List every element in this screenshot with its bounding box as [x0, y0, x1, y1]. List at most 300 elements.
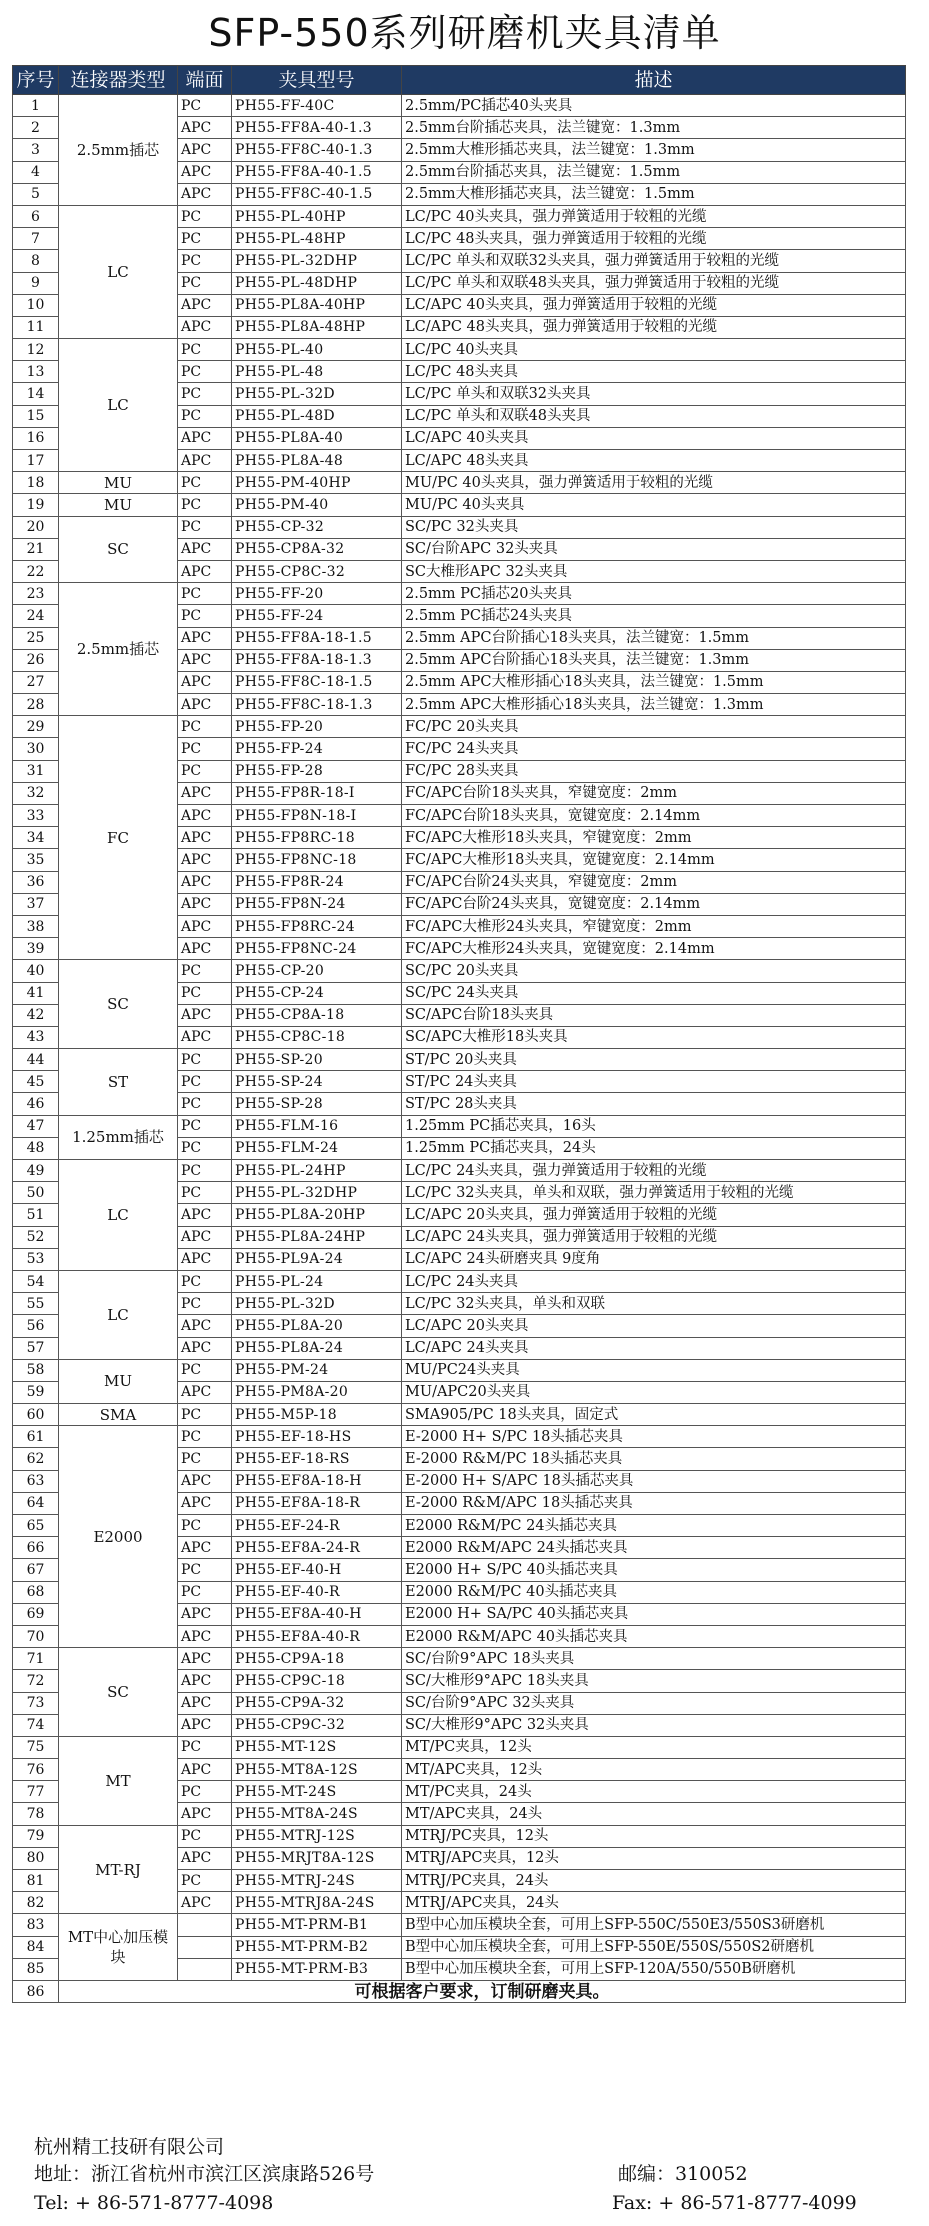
- fixture-model-cell: PH55-EF-40-H: [232, 1559, 402, 1581]
- row-number: 58: [13, 1359, 59, 1381]
- table-row: [13, 583, 906, 605]
- row-number: 1: [13, 95, 59, 117]
- row-number: 21: [13, 538, 59, 560]
- description-cell: LC/PC 40头夹具，强力弹簧适用于较粗的光缆: [402, 205, 906, 227]
- description-cell: 2.5mm APC台阶插心18头夹具，法兰键宽：1.5mm: [402, 627, 906, 649]
- end-face-cell: PC: [178, 1115, 232, 1137]
- fixture-model-cell: PH55-FF8C-18-1.5: [232, 671, 402, 693]
- end-face-cell: PC: [178, 250, 232, 272]
- description-cell: SC/APC台阶18头夹具: [402, 1004, 906, 1026]
- end-face-cell: APC: [178, 316, 232, 338]
- connector-type-cell: E2000: [59, 1426, 178, 1648]
- description-cell: SC大椎形APC 32头夹具: [402, 560, 906, 582]
- fixture-model-cell: PH55-PM-40HP: [232, 472, 402, 494]
- row-number: 62: [13, 1448, 59, 1470]
- fixture-model-cell: PH55-FP8N-24: [232, 893, 402, 915]
- connector-type-cell: MU: [59, 1359, 178, 1403]
- end-face-cell: PC: [178, 472, 232, 494]
- row-number: 23: [13, 583, 59, 605]
- description-cell: B型中心加压模块全套，可用上SFP-550E/550S/550S2研磨机: [402, 1936, 906, 1958]
- fixture-model-cell: PH55-PL-48: [232, 361, 402, 383]
- row-number: 4: [13, 161, 59, 183]
- end-face-cell: PC: [178, 1404, 232, 1426]
- row-number: 29: [13, 716, 59, 738]
- fixture-model-cell: PH55-FF-24: [232, 605, 402, 627]
- table-row: [13, 516, 906, 538]
- fixture-model-cell: PH55-EF-18-RS: [232, 1448, 402, 1470]
- fixture-model-cell: PH55-EF8A-24-R: [232, 1537, 402, 1559]
- description-cell: LC/APC 48头夹具，强力弹簧适用于较粗的光缆: [402, 316, 906, 338]
- fixture-model-cell: PH55-FP-20: [232, 716, 402, 738]
- row-number: 24: [13, 605, 59, 627]
- row-number: 12: [13, 339, 59, 361]
- row-number: 16: [13, 427, 59, 449]
- end-face-cell: APC: [178, 938, 232, 960]
- fixture-model-cell: PH55-PL-24HP: [232, 1160, 402, 1182]
- end-face-cell: PC: [178, 1825, 232, 1847]
- end-face-cell: APC: [178, 627, 232, 649]
- connector-type-cell: LC: [59, 205, 178, 338]
- end-face-cell: APC: [178, 782, 232, 804]
- custom-order-note: 可根据客户要求，订制研磨夹具。: [59, 1980, 906, 2002]
- row-number: 38: [13, 915, 59, 937]
- description-cell: MTRJ/APC夹具，24头: [402, 1892, 906, 1914]
- table-row: [13, 494, 906, 516]
- fixture-model-cell: PH55-FLM-24: [232, 1137, 402, 1159]
- end-face-cell: PC: [178, 1293, 232, 1315]
- fixture-model-cell: PH55-SP-28: [232, 1093, 402, 1115]
- fixture-model-cell: PH55-CP9C-32: [232, 1714, 402, 1736]
- fixture-model-cell: PH55-PM-40: [232, 494, 402, 516]
- end-face-cell: APC: [178, 671, 232, 693]
- connector-type-cell: SMA: [59, 1404, 178, 1426]
- end-face-cell: APC: [178, 649, 232, 671]
- row-number: 20: [13, 516, 59, 538]
- description-cell: SC/PC 24头夹具: [402, 982, 906, 1004]
- end-face-cell: [178, 1914, 232, 1936]
- description-cell: MT/PC夹具，12头: [402, 1736, 906, 1758]
- row-number: 43: [13, 1026, 59, 1048]
- end-face-cell: PC: [178, 95, 232, 117]
- connector-type-cell: SC: [59, 960, 178, 1049]
- row-number: 13: [13, 361, 59, 383]
- description-cell: ST/PC 20头夹具: [402, 1049, 906, 1071]
- row-number: 37: [13, 893, 59, 915]
- row-number: 67: [13, 1559, 59, 1581]
- fixture-model-cell: PH55-PL8A-48HP: [232, 316, 402, 338]
- end-face-cell: APC: [178, 1470, 232, 1492]
- row-number: 34: [13, 827, 59, 849]
- description-cell: FC/PC 20头夹具: [402, 716, 906, 738]
- end-face-cell: PC: [178, 494, 232, 516]
- table-row: [13, 1825, 906, 1847]
- fixture-model-cell: PH55-MRJT8A-12S: [232, 1847, 402, 1869]
- row-number: 84: [13, 1936, 59, 1958]
- description-cell: LC/PC 单头和双联48头夹具: [402, 405, 906, 427]
- description-cell: FC/APC台阶18头夹具，宽键宽度：2.14mm: [402, 805, 906, 827]
- row-number: 70: [13, 1625, 59, 1647]
- end-face-cell: PC: [178, 1270, 232, 1292]
- end-face-cell: APC: [178, 1381, 232, 1403]
- fixture-model-cell: PH55-PL-32D: [232, 1293, 402, 1315]
- connector-type-cell: SC: [59, 516, 178, 583]
- fixture-model-cell: PH55-PL-48D: [232, 405, 402, 427]
- description-cell: LC/PC 24头夹具，强力弹簧适用于较粗的光缆: [402, 1160, 906, 1182]
- description-cell: SC/大椎形9°APC 18头夹具: [402, 1670, 906, 1692]
- end-face-cell: PC: [178, 516, 232, 538]
- end-face-cell: APC: [178, 294, 232, 316]
- fixture-model-cell: PH55-PL8A-20HP: [232, 1204, 402, 1226]
- end-face-cell: APC: [178, 1315, 232, 1337]
- fixture-model-cell: PH55-MT8A-24S: [232, 1803, 402, 1825]
- fixture-model-cell: PH55-EF8A-40-R: [232, 1625, 402, 1647]
- page-title: SFP-550系列研磨机夹具清单: [208, 11, 721, 55]
- description-cell: SC/PC 20头夹具: [402, 960, 906, 982]
- row-number: 33: [13, 805, 59, 827]
- row-number: 77: [13, 1781, 59, 1803]
- description-cell: FC/APC台阶24头夹具，窄键宽度：2mm: [402, 871, 906, 893]
- row-number: 7: [13, 228, 59, 250]
- end-face-cell: APC: [178, 1759, 232, 1781]
- row-number: 39: [13, 938, 59, 960]
- description-cell: MTRJ/PC夹具，12头: [402, 1825, 906, 1847]
- fixture-model-cell: PH55-FP-28: [232, 760, 402, 782]
- end-face-cell: PC: [178, 383, 232, 405]
- row-number: 18: [13, 472, 59, 494]
- end-face-cell: PC: [178, 339, 232, 361]
- connector-type-cell: 1.25mm插芯: [59, 1115, 178, 1159]
- table-row: [13, 960, 906, 982]
- row-number: 10: [13, 294, 59, 316]
- description-cell: MU/PC24头夹具: [402, 1359, 906, 1381]
- table-row: [13, 1049, 906, 1071]
- description-cell: SC/台阶APC 32头夹具: [402, 538, 906, 560]
- row-number: 74: [13, 1714, 59, 1736]
- row-number: 30: [13, 738, 59, 760]
- description-cell: FC/PC 24头夹具: [402, 738, 906, 760]
- end-face-cell: APC: [178, 450, 232, 472]
- description-cell: FC/PC 28头夹具: [402, 760, 906, 782]
- end-face-cell: APC: [178, 1492, 232, 1514]
- fixture-model-cell: PH55-PL8A-40: [232, 427, 402, 449]
- description-cell: LC/PC 单头和双联32头夹具，强力弹簧适用于较粗的光缆: [402, 250, 906, 272]
- row-number: 69: [13, 1603, 59, 1625]
- description-cell: SC/PC 32头夹具: [402, 516, 906, 538]
- fixture-model-cell: PH55-EF8A-18-H: [232, 1470, 402, 1492]
- description-cell: SMA905/PC 18头夹具，固定式: [402, 1404, 906, 1426]
- description-cell: B型中心加压模块全套，可用上SFP-550C/550E3/550S3研磨机: [402, 1914, 906, 1936]
- description-cell: LC/PC 单头和双联32头夹具: [402, 383, 906, 405]
- row-number: 14: [13, 383, 59, 405]
- end-face-cell: APC: [178, 183, 232, 205]
- description-cell: E2000 R&M/PC 24头插芯夹具: [402, 1515, 906, 1537]
- end-face-cell: PC: [178, 1559, 232, 1581]
- row-number: 17: [13, 450, 59, 472]
- fixture-model-cell: PH55-M5P-18: [232, 1404, 402, 1426]
- end-face-cell: PC: [178, 1736, 232, 1758]
- table-row-final: [13, 1980, 906, 2002]
- row-number: 6: [13, 205, 59, 227]
- fixture-model-cell: PH55-CP8C-32: [232, 560, 402, 582]
- description-cell: 2.5mm大椎形插芯夹具，法兰键宽：1.3mm: [402, 139, 906, 161]
- end-face-cell: [178, 1936, 232, 1958]
- fixture-model-cell: PH55-MTRJ-24S: [232, 1870, 402, 1892]
- description-cell: ST/PC 28头夹具: [402, 1093, 906, 1115]
- end-face-cell: PC: [178, 1870, 232, 1892]
- connector-type-cell: LC: [59, 1160, 178, 1271]
- end-face-cell: APC: [178, 1670, 232, 1692]
- row-number: 53: [13, 1248, 59, 1270]
- fixture-model-cell: PH55-MTRJ8A-24S: [232, 1892, 402, 1914]
- fixture-model-cell: PH55-FP8N-18-I: [232, 805, 402, 827]
- end-face-cell: PC: [178, 1071, 232, 1093]
- description-cell: 2.5mm PC插芯24头夹具: [402, 605, 906, 627]
- fixture-model-cell: PH55-MT-PRM-B1: [232, 1914, 402, 1936]
- description-cell: LC/APC 24头夹具: [402, 1337, 906, 1359]
- description-cell: MT/APC夹具，12头: [402, 1759, 906, 1781]
- fixture-model-cell: PH55-FF8C-18-1.3: [232, 694, 402, 716]
- row-number: 48: [13, 1137, 59, 1159]
- end-face-cell: APC: [178, 1537, 232, 1559]
- description-cell: LC/APC 20头夹具，强力弹簧适用于较粗的光缆: [402, 1204, 906, 1226]
- end-face-cell: PC: [178, 960, 232, 982]
- table-row: [13, 716, 906, 738]
- fixture-model-cell: PH55-CP-20: [232, 960, 402, 982]
- connector-type-cell: FC: [59, 716, 178, 960]
- description-cell: FC/APC大椎形18头夹具，宽键宽度：2.14mm: [402, 849, 906, 871]
- header-no: 序号: [13, 66, 59, 95]
- row-number: 65: [13, 1515, 59, 1537]
- row-number: 41: [13, 982, 59, 1004]
- fixture-model-cell: PH55-CP9C-18: [232, 1670, 402, 1692]
- end-face-cell: APC: [178, 1847, 232, 1869]
- row-number: 2: [13, 117, 59, 139]
- fixture-table: [12, 65, 906, 2003]
- header-end-face: 端面: [178, 66, 232, 95]
- row-number: 61: [13, 1426, 59, 1448]
- end-face-cell: PC: [178, 738, 232, 760]
- table-row: [13, 95, 906, 117]
- row-number: 35: [13, 849, 59, 871]
- table-row: [13, 1115, 906, 1137]
- fixture-model-cell: PH55-CP8A-32: [232, 538, 402, 560]
- fixture-model-cell: PH55-EF-24-R: [232, 1515, 402, 1537]
- table-row: [13, 1648, 906, 1670]
- row-number: 54: [13, 1270, 59, 1292]
- table-row: [13, 205, 906, 227]
- end-face-cell: PC: [178, 1448, 232, 1470]
- row-number: 80: [13, 1847, 59, 1869]
- end-face-cell: APC: [178, 1803, 232, 1825]
- fixture-model-cell: PH55-FF-20: [232, 583, 402, 605]
- end-face-cell: APC: [178, 1625, 232, 1647]
- description-cell: E-2000 H+ S/PC 18头插芯夹具: [402, 1426, 906, 1448]
- description-cell: SC/台阶9°APC 32头夹具: [402, 1692, 906, 1714]
- row-number: 8: [13, 250, 59, 272]
- description-cell: LC/PC 32头夹具，单头和双联: [402, 1293, 906, 1315]
- description-cell: LC/APC 40头夹具: [402, 427, 906, 449]
- fixture-model-cell: PH55-EF8A-18-R: [232, 1492, 402, 1514]
- description-cell: 2.5mm台阶插芯夹具，法兰键宽：1.5mm: [402, 161, 906, 183]
- end-face-cell: APC: [178, 427, 232, 449]
- table-row: [13, 1736, 906, 1758]
- row-number: 51: [13, 1204, 59, 1226]
- connector-type-cell: SC: [59, 1648, 178, 1737]
- connector-type-cell: MT: [59, 1736, 178, 1825]
- fixture-model-cell: PH55-FF8C-40-1.5: [232, 183, 402, 205]
- end-face-cell: PC: [178, 1426, 232, 1448]
- fixture-model-cell: PH55-EF-40-R: [232, 1581, 402, 1603]
- description-cell: MT/PC夹具，24头: [402, 1781, 906, 1803]
- row-number: 28: [13, 694, 59, 716]
- connector-type-cell: MU: [59, 472, 178, 494]
- end-face-cell: PC: [178, 205, 232, 227]
- fixture-model-cell: PH55-FF8A-40-1.3: [232, 117, 402, 139]
- end-face-cell: APC: [178, 1226, 232, 1248]
- end-face-cell: APC: [178, 1248, 232, 1270]
- end-face-cell: APC: [178, 1692, 232, 1714]
- row-number: 85: [13, 1958, 59, 1980]
- fixture-model-cell: PH55-PL-32D: [232, 383, 402, 405]
- header-description: 描述: [402, 66, 906, 95]
- header-connector-type: 连接器类型: [59, 66, 178, 95]
- row-number: 79: [13, 1825, 59, 1847]
- description-cell: MTRJ/APC夹具，12头: [402, 1847, 906, 1869]
- row-number: 31: [13, 760, 59, 782]
- description-cell: 2.5mm大椎形插芯夹具，法兰键宽：1.5mm: [402, 183, 906, 205]
- end-face-cell: PC: [178, 405, 232, 427]
- end-face-cell: PC: [178, 1781, 232, 1803]
- description-cell: ST/PC 24头夹具: [402, 1071, 906, 1093]
- fixture-model-cell: PH55-FP8R-24: [232, 871, 402, 893]
- table-row: [13, 1270, 906, 1292]
- description-cell: FC/APC大椎形18头夹具，窄键宽度：2mm: [402, 827, 906, 849]
- end-face-cell: APC: [178, 1026, 232, 1048]
- description-cell: LC/PC 32头夹具，单头和双联，强力弹簧适用于较粗的光缆: [402, 1182, 906, 1204]
- description-cell: 2.5mm台阶插芯夹具，法兰键宽：1.3mm: [402, 117, 906, 139]
- fixture-model-cell: PH55-PL8A-48: [232, 450, 402, 472]
- description-cell: FC/APC台阶18头夹具，窄键宽度：2mm: [402, 782, 906, 804]
- fixture-model-cell: PH55-FP8RC-24: [232, 915, 402, 937]
- row-number: 52: [13, 1226, 59, 1248]
- table-body: [13, 95, 906, 2003]
- connector-type-cell: ST: [59, 1049, 178, 1116]
- description-cell: LC/APC 40头夹具，强力弹簧适用于较粗的光缆: [402, 294, 906, 316]
- fixture-model-cell: PH55-FF8A-18-1.3: [232, 649, 402, 671]
- table-row: [13, 472, 906, 494]
- row-number: 3: [13, 139, 59, 161]
- end-face-cell: PC: [178, 1515, 232, 1537]
- description-cell: E2000 R&M/PC 40头插芯夹具: [402, 1581, 906, 1603]
- connector-type-cell: MU: [59, 494, 178, 516]
- row-number: 64: [13, 1492, 59, 1514]
- fixture-model-cell: PH55-PL-24: [232, 1270, 402, 1292]
- end-face-cell: APC: [178, 1648, 232, 1670]
- fixture-model-cell: PH55-PL-48HP: [232, 228, 402, 250]
- end-face-cell: APC: [178, 805, 232, 827]
- description-cell: FC/APC大椎形24头夹具，宽键宽度：2.14mm: [402, 938, 906, 960]
- description-cell: LC/APC 20头夹具: [402, 1315, 906, 1337]
- end-face-cell: PC: [178, 716, 232, 738]
- description-cell: 2.5mm/PC插芯40头夹具: [402, 95, 906, 117]
- row-number: 63: [13, 1470, 59, 1492]
- description-cell: 2.5mm APC台阶插心18头夹具，法兰键宽：1.3mm: [402, 649, 906, 671]
- company-address: 地址：浙江省杭州市滨江区滨康路526号: [34, 2163, 375, 2185]
- description-cell: MT/APC夹具，24头: [402, 1803, 906, 1825]
- description-cell: MTRJ/PC夹具，24头: [402, 1870, 906, 1892]
- end-face-cell: APC: [178, 161, 232, 183]
- fixture-model-cell: PH55-FP8NC-24: [232, 938, 402, 960]
- row-number: 11: [13, 316, 59, 338]
- end-face-cell: PC: [178, 1581, 232, 1603]
- row-number: 44: [13, 1049, 59, 1071]
- end-face-cell: PC: [178, 272, 232, 294]
- end-face-cell: PC: [178, 760, 232, 782]
- company-fax: Fax: + 86-571-8777-4099: [612, 2192, 857, 2214]
- fixture-model-cell: PH55-PL-48DHP: [232, 272, 402, 294]
- description-cell: MU/APC20头夹具: [402, 1381, 906, 1403]
- fixture-model-cell: PH55-MT-12S: [232, 1736, 402, 1758]
- description-cell: MU/PC 40头夹具: [402, 494, 906, 516]
- description-cell: LC/PC 40头夹具: [402, 339, 906, 361]
- table-row: [13, 1359, 906, 1381]
- end-face-cell: APC: [178, 538, 232, 560]
- table-row: [13, 1404, 906, 1426]
- description-cell: SC/台阶9°APC 18头夹具: [402, 1648, 906, 1670]
- end-face-cell: PC: [178, 1137, 232, 1159]
- row-number: 55: [13, 1293, 59, 1315]
- connector-type-cell: LC: [59, 1270, 178, 1359]
- end-face-cell: PC: [178, 361, 232, 383]
- end-face-cell: APC: [178, 1204, 232, 1226]
- row-number: 32: [13, 782, 59, 804]
- fixture-model-cell: PH55-CP8C-18: [232, 1026, 402, 1048]
- company-name: 杭州精工技研有限公司: [34, 2136, 225, 2158]
- fixture-model-cell: PH55-FF8A-40-1.5: [232, 161, 402, 183]
- fixture-model-cell: PH55-FLM-16: [232, 1115, 402, 1137]
- table-header-row: [13, 66, 906, 95]
- description-cell: E-2000 R&M/PC 18头插芯夹具: [402, 1448, 906, 1470]
- description-cell: 1.25mm PC插芯夹具，24头: [402, 1137, 906, 1159]
- end-face-cell: PC: [178, 1359, 232, 1381]
- end-face-cell: APC: [178, 117, 232, 139]
- row-number: 81: [13, 1870, 59, 1892]
- fixture-model-cell: PH55-CP9A-18: [232, 1648, 402, 1670]
- header-fixture-model: 夹具型号: [232, 66, 402, 95]
- fixture-model-cell: PH55-MT-24S: [232, 1781, 402, 1803]
- description-cell: E-2000 R&M/APC 18头插芯夹具: [402, 1492, 906, 1514]
- fixture-model-cell: PH55-MTRJ-12S: [232, 1825, 402, 1847]
- fixture-model-cell: PH55-CP8A-18: [232, 1004, 402, 1026]
- fixture-model-cell: PH55-PL8A-20: [232, 1315, 402, 1337]
- description-cell: 2.5mm APC大椎形插心18头夹具，法兰键宽：1.5mm: [402, 671, 906, 693]
- table-row: [13, 1426, 906, 1448]
- description-cell: E2000 R&M/APC 24头插芯夹具: [402, 1537, 906, 1559]
- row-number: 22: [13, 560, 59, 582]
- fixture-model-cell: PH55-FF8A-18-1.5: [232, 627, 402, 649]
- description-cell: LC/APC 24头研磨夹具 9度角: [402, 1248, 906, 1270]
- description-cell: E2000 H+ SA/PC 40头插芯夹具: [402, 1603, 906, 1625]
- end-face-cell: [178, 1958, 232, 1980]
- fixture-model-cell: PH55-PL8A-40HP: [232, 294, 402, 316]
- row-number: 36: [13, 871, 59, 893]
- end-face-cell: APC: [178, 849, 232, 871]
- end-face-cell: APC: [178, 1892, 232, 1914]
- end-face-cell: PC: [178, 605, 232, 627]
- fixture-model-cell: PH55-EF-18-HS: [232, 1426, 402, 1448]
- end-face-cell: APC: [178, 1004, 232, 1026]
- row-number: 27: [13, 671, 59, 693]
